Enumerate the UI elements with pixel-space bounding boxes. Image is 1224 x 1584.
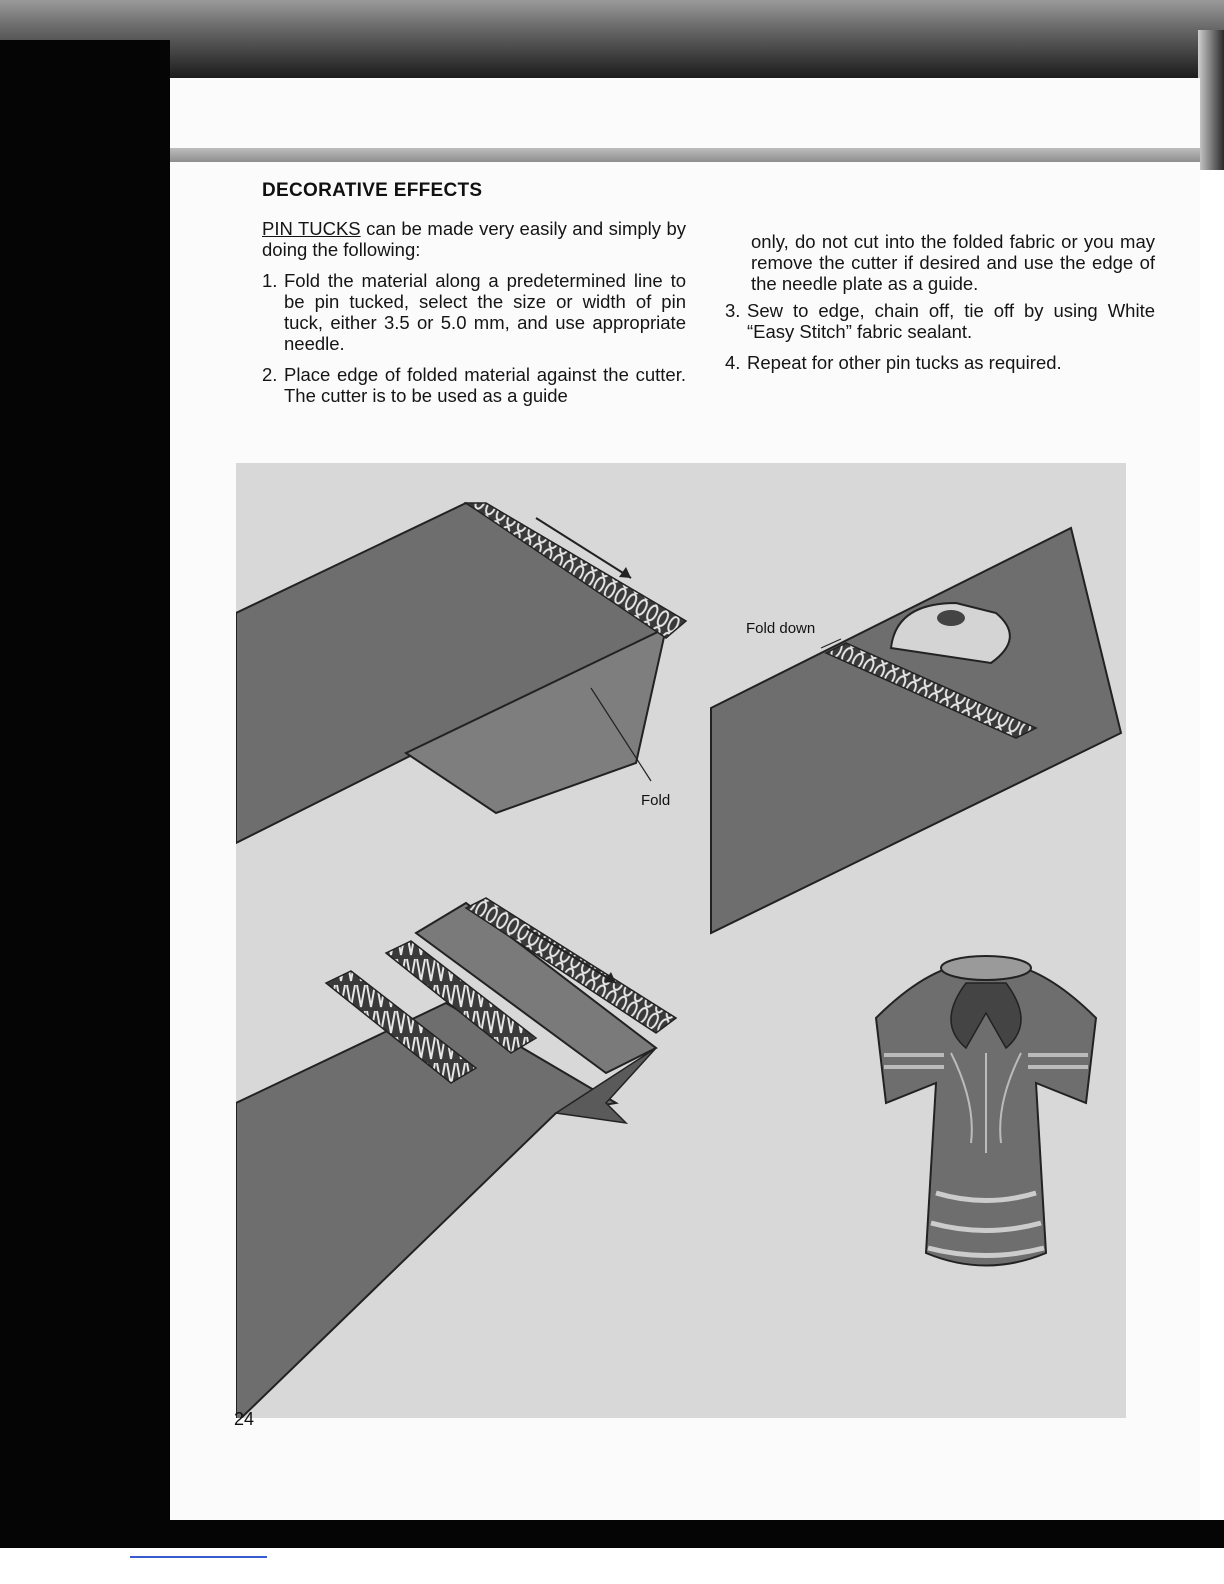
step-number: 1.: [262, 270, 278, 291]
fold-down-label: Fold down: [746, 620, 816, 637]
header-band: [170, 148, 1200, 162]
section-heading: DECORATIVE EFFECTS: [262, 180, 483, 201]
step-text: Sew to edge, chain off, tie off by using White “Easy Stitch” fabric sealant.: [747, 300, 1155, 342]
step-2-continued: only, do not cut into the folded fabric or you may remove the cutter if desired and use the edge of the needle plate as a guide.: [751, 231, 1155, 294]
step-text: Fold the material along a predetermined line to be pin tucked, select the size or width of pin tuck, either 3.5 or 5.0 mm, and use appropriate needle.: [284, 270, 686, 354]
step-3: [725, 300, 1155, 342]
manual-page: [170, 78, 1200, 1520]
fold-label: Fold: [641, 792, 671, 809]
dress-illustration: [876, 956, 1096, 1266]
page-number: 24: [234, 1409, 255, 1429]
step-number: 3.: [725, 300, 741, 321]
intro-rest: can be made very easily and simply by doing the following:: [262, 218, 686, 260]
step-1: [262, 270, 686, 354]
text-column-left: [262, 218, 686, 416]
step-4: [725, 352, 1155, 373]
text-column-right: [725, 231, 1155, 383]
step-text: Place edge of folded material against the cutter. The cutter is to be used as a guide: [284, 364, 686, 406]
scan-right-edge: [1198, 30, 1224, 170]
blue-underline-mark: [130, 1556, 267, 1558]
step-2: [262, 364, 686, 406]
fold-diagram-top-left: [236, 503, 686, 843]
scan-left-edge: [0, 40, 170, 1540]
pin-tucks-term: PIN TUCKS: [262, 218, 361, 239]
step-number: 4.: [725, 352, 741, 373]
multiple-tucks-diagram-bottom-left: [236, 898, 676, 1418]
intro-paragraph: [262, 218, 686, 260]
scan-top-edge: [0, 0, 1224, 78]
step-text: Repeat for other pin tucks as required.: [747, 352, 1062, 373]
fold-down-diagram-top-right: [711, 528, 1121, 933]
scan-bottom-edge: [0, 1520, 1224, 1548]
pin-tuck-illustration: [236, 463, 1126, 1418]
step-number: 2.: [262, 364, 278, 385]
